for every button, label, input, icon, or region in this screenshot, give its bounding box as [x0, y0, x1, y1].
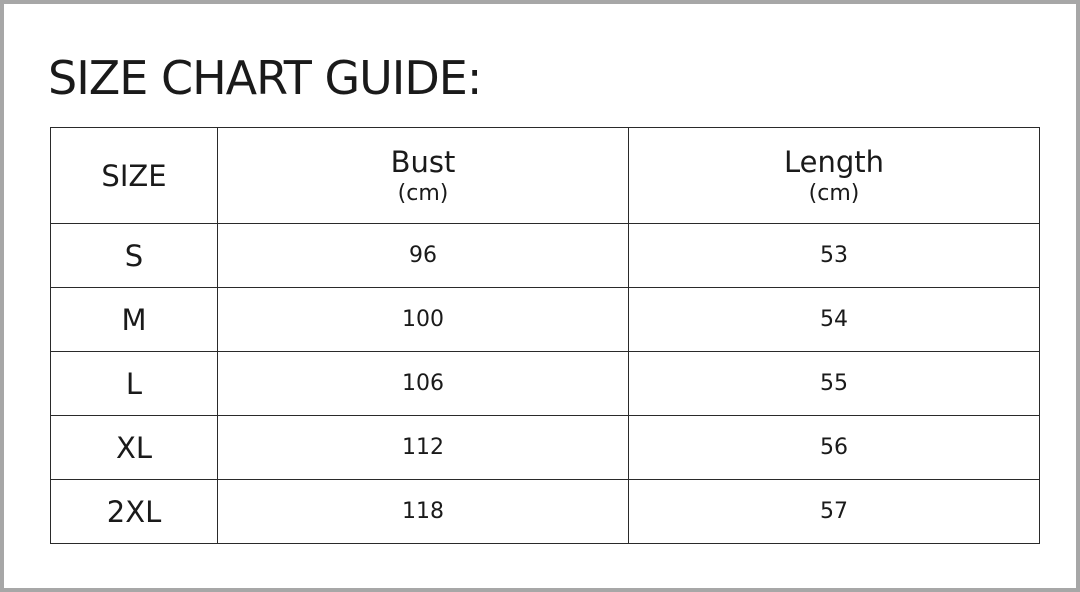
size-cell: L — [51, 352, 218, 416]
size-chart-table — [50, 127, 1040, 544]
bust-cell: 118 — [218, 480, 629, 544]
bust-cell: 112 — [218, 416, 629, 480]
table-row — [51, 352, 1040, 416]
length-cell: 56 — [629, 416, 1040, 480]
size-cell: 2XL — [51, 480, 218, 544]
header-bust-label: Bust — [390, 144, 456, 179]
size-cell: S — [51, 224, 218, 288]
length-cell: 55 — [629, 352, 1040, 416]
table-row — [51, 224, 1040, 288]
bust-cell: 106 — [218, 352, 629, 416]
length-cell: 57 — [629, 480, 1040, 544]
header-bust-unit: (cm) — [397, 180, 449, 206]
header-length — [629, 128, 1040, 224]
table-row — [51, 288, 1040, 352]
bust-cell: 100 — [218, 288, 629, 352]
bust-cell: 96 — [218, 224, 629, 288]
length-cell: 54 — [629, 288, 1040, 352]
header-size-label: SIZE — [101, 158, 167, 193]
size-cell: M — [51, 288, 218, 352]
header-size — [51, 128, 218, 224]
header-length-label: Length — [783, 144, 885, 179]
table-row — [51, 480, 1040, 544]
table-row — [51, 416, 1040, 480]
size-cell: XL — [51, 416, 218, 480]
length-cell: 53 — [629, 224, 1040, 288]
header-bust — [218, 128, 629, 224]
header-length-unit: (cm) — [808, 180, 860, 206]
page-title: SIZE CHART GUIDE: — [48, 51, 482, 105]
header-row — [51, 128, 1040, 224]
